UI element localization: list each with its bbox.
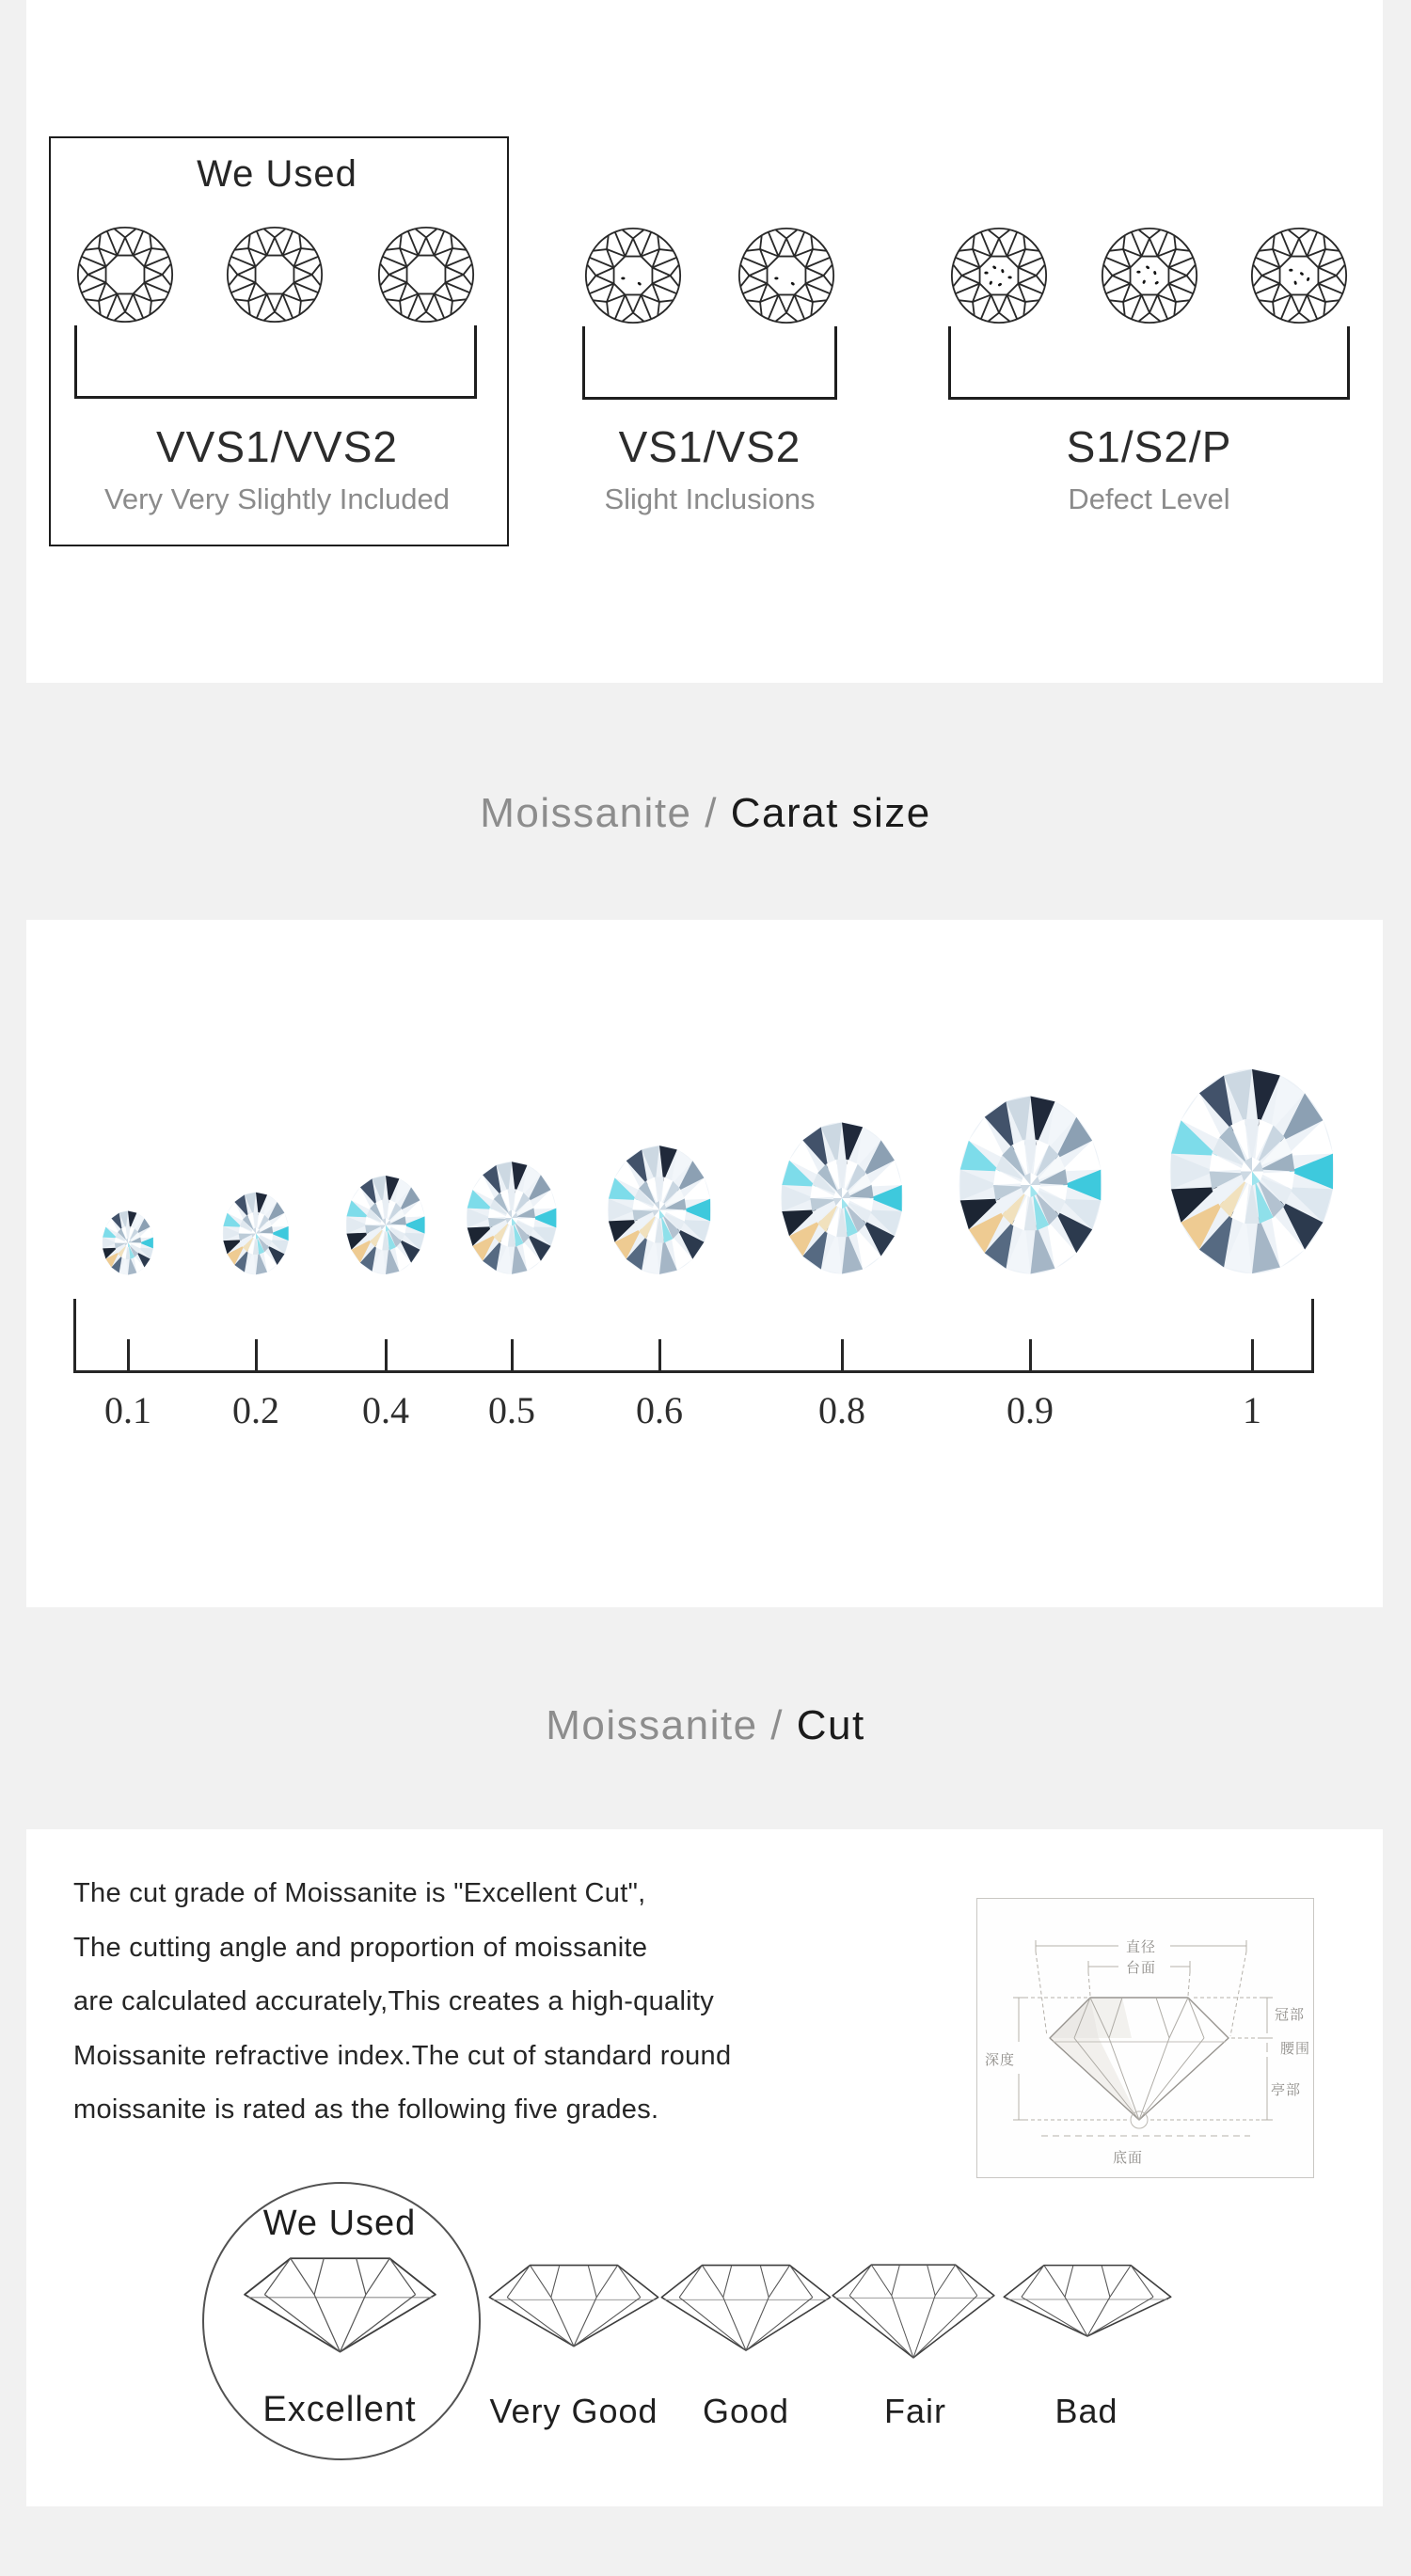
- carat-gem: [102, 1210, 154, 1275]
- carat-size-label: 0.8: [818, 1389, 865, 1431]
- diagram-label-girdle: 腰围: [1280, 2041, 1311, 2057]
- ruler-tick: [511, 1339, 514, 1373]
- ruler-tick: [841, 1339, 844, 1373]
- clarity-grade-label: S1/S2/P: [1066, 422, 1232, 471]
- clarity-gem-icon: [948, 225, 1050, 326]
- carat-ruler: [73, 1370, 1314, 1373]
- group-bracket: [948, 326, 1350, 400]
- ruler-end-tick: [1311, 1299, 1314, 1373]
- carat-size-label: 0.4: [362, 1389, 409, 1431]
- paragraph-line: moissanite is rated as the following five grades.: [73, 2094, 659, 2125]
- carat-size-label: 0.9: [1007, 1389, 1054, 1431]
- clarity-gem-icon: [224, 224, 325, 325]
- ruler-tick: [255, 1339, 258, 1373]
- clarity-gem-icon: [582, 225, 684, 326]
- clarity-gem-icon: [736, 225, 837, 326]
- cut-grade-label: Very Good: [489, 2392, 658, 2430]
- carat-size-label: 0.2: [232, 1389, 279, 1431]
- cut-anatomy-diagram: [976, 1898, 1314, 2178]
- diagram-label-pavilion: 亭部: [1271, 2082, 1302, 2098]
- cut-grade-gem-excellent: [239, 2245, 441, 2375]
- cut-grade-gem-bad: [999, 2253, 1176, 2367]
- clarity-gem-icon: [74, 224, 176, 325]
- ruler-tick: [1251, 1339, 1254, 1373]
- carat-size-label: 0.6: [636, 1389, 683, 1431]
- diagram-label-culet: 底面: [1113, 2150, 1144, 2166]
- clarity-grade-description: Very Very Slightly Included: [103, 482, 451, 515]
- cut-grade-label: Fair: [884, 2392, 946, 2430]
- diagram-label-table: 台面: [1126, 1960, 1157, 1976]
- ruler-tick: [127, 1339, 130, 1373]
- carat-size-label: 0.1: [104, 1389, 151, 1431]
- diagram-label-crown: 冠部: [1275, 2007, 1306, 2023]
- diagram-label-depth: 深度: [985, 2052, 1016, 2068]
- ruler-tick: [385, 1339, 388, 1373]
- paragraph-line: are calculated accurately,This creates a high-quality: [73, 1986, 715, 2016]
- carat-gem: [780, 1121, 904, 1275]
- we-used-label: We Used: [197, 153, 357, 195]
- cut-grade-label: Excellent: [262, 2390, 417, 2429]
- clarity-grade-label: VS1/VS2: [618, 422, 801, 471]
- carat-section-heading: [0, 790, 1411, 836]
- cut-grade-label: Bad: [1054, 2392, 1118, 2430]
- we-used-label: We Used: [262, 2204, 417, 2243]
- paragraph-line: The cutting angle and proportion of moissanite: [73, 1932, 648, 1963]
- diagram-label-diameter: 直径: [1126, 1939, 1157, 1955]
- clarity-section: [26, 0, 1383, 683]
- clarity-grade-description: Slight Inclusions: [604, 482, 816, 515]
- heading-title: Carat size: [730, 790, 931, 836]
- heading-prefix: Moissanite /: [480, 790, 718, 836]
- group-bracket: [74, 325, 477, 399]
- clarity-gem-icon: [1248, 225, 1350, 326]
- carat-gem: [345, 1175, 426, 1275]
- clarity-gem-icon: [1099, 225, 1200, 326]
- group-bracket: [582, 326, 837, 400]
- cut-grade-gem-good: [657, 2253, 835, 2368]
- paragraph-line: Moissanite refractive index.The cut of standard round: [73, 2040, 732, 2071]
- cut-grade-gem-fair: [828, 2253, 999, 2363]
- clarity-grade-label: VVS1/VVS2: [155, 422, 399, 471]
- heading-prefix: Moissanite /: [546, 1702, 785, 1748]
- cut-section-heading: [0, 1702, 1411, 1748]
- carat-gem: [1168, 1067, 1336, 1275]
- carat-size-label: 0.5: [488, 1389, 535, 1431]
- cut-grade-gem-very-good: [484, 2253, 663, 2368]
- cut-section: [26, 1829, 1383, 2506]
- carat-gem: [466, 1161, 558, 1275]
- carat-gem: [607, 1145, 712, 1275]
- clarity-gem-icon: [375, 224, 477, 325]
- carat-size-label: 1: [1243, 1389, 1261, 1431]
- ruler-end-tick: [73, 1299, 76, 1373]
- carat-gem: [222, 1192, 290, 1275]
- ruler-tick: [1029, 1339, 1032, 1373]
- ruler-tick: [658, 1339, 661, 1373]
- cut-description-paragraph: [73, 1867, 731, 2138]
- cut-grade-label: Good: [702, 2392, 790, 2430]
- clarity-grade-description: Defect Level: [1068, 482, 1230, 515]
- carat-size-section: [26, 920, 1383, 1607]
- paragraph-line: The cut grade of Moissanite is "Excellent Cut",: [73, 1878, 646, 1908]
- carat-gem: [958, 1095, 1103, 1275]
- heading-title: Cut: [796, 1702, 865, 1748]
